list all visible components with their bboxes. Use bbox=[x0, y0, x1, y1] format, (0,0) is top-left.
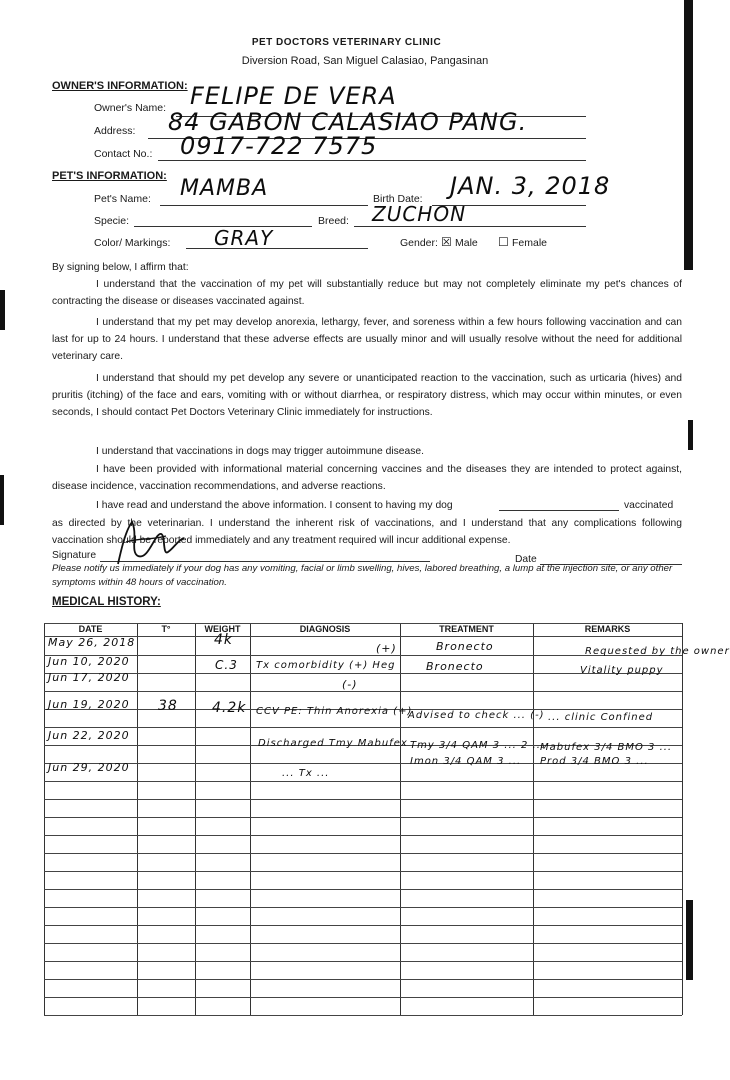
grid-line bbox=[44, 781, 682, 782]
row-diagnosis: ... Tx ... bbox=[282, 768, 330, 779]
specie-label: Specie: bbox=[94, 215, 130, 227]
grid-line bbox=[44, 979, 682, 980]
owner-contact-label: Contact No.: bbox=[94, 148, 153, 160]
grid-line bbox=[44, 925, 682, 926]
owner-name-label: Owner's Name: bbox=[94, 102, 167, 114]
header-temp: T° bbox=[161, 624, 171, 634]
row-temp: 38 bbox=[158, 698, 178, 714]
row-diagnosis: (+) bbox=[376, 642, 397, 655]
row-remarks: Requested by the owner bbox=[585, 646, 730, 657]
owner-contact-line bbox=[158, 160, 586, 161]
row-remarks: Mabufex 3/4 BMO 3 ... bbox=[540, 742, 673, 753]
header-diagnosis: DIAGNOSIS bbox=[299, 624, 351, 634]
row-diagnosis: Discharged Tmy Mabufex bbox=[258, 738, 408, 749]
consent-p1: I understand that the vaccination of my pet will substantially reduce but may not completely eliminate my pet's chances of contracting the disease or diseases vaccinated against. bbox=[52, 279, 682, 307]
row-weight: C.3 bbox=[215, 658, 238, 672]
scan-edge-left bbox=[0, 475, 4, 525]
scan-edge-left bbox=[0, 290, 5, 330]
grid-line bbox=[44, 943, 682, 944]
row-treatment: Tmy 3/4 QAM 3 ... 2 ... bbox=[410, 740, 546, 751]
breed-line bbox=[354, 226, 586, 227]
owner-address-value: 84 GABON CALASIAO PANG. bbox=[168, 108, 528, 136]
row-date: Jun 10, 2020 bbox=[48, 655, 130, 668]
pet-section-title: PET'S INFORMATION: bbox=[52, 170, 167, 182]
color-value: GRAY bbox=[214, 226, 274, 250]
col-divider bbox=[137, 623, 138, 1015]
gender-female-checkbox[interactable]: ☐ bbox=[498, 235, 509, 249]
col-divider bbox=[44, 623, 45, 1015]
birth-date-value: JAN. 3, 2018 bbox=[450, 172, 611, 200]
row-date: Jun 29, 2020 bbox=[48, 761, 130, 774]
row-treatment: Imon 3/4 QAM 3 ... bbox=[410, 756, 522, 767]
grid-line bbox=[44, 871, 682, 872]
scan-edge-right bbox=[688, 420, 693, 450]
col-divider bbox=[682, 623, 683, 1015]
header-date: DATE bbox=[78, 624, 103, 634]
row-diagnosis: CCV PE: Thin Anorexia (+) bbox=[256, 706, 413, 717]
row-date: May 26, 2018 bbox=[48, 636, 136, 649]
grid-line bbox=[44, 623, 682, 624]
notice-text: Please notify us immediately if your dog has any vomiting, facial or limb swelling, hives, labored breathing, a lump at the injection site, or any other symptoms within 48 hours of vaccination. bbox=[52, 563, 673, 588]
row-date: Jun 17, 2020 bbox=[48, 671, 130, 684]
grid-line bbox=[44, 691, 682, 692]
header-treatment: TREATMENT bbox=[439, 624, 494, 634]
consent-intro: By signing below, I affirm that: bbox=[52, 262, 189, 273]
grid-line bbox=[44, 853, 682, 854]
pet-name-line bbox=[160, 205, 368, 206]
consent-p2: I understand that my pet may develop anorexia, lethargy, fever, and soreness within a few hours following vaccination and can last for up to 24 hours. I understand that these adverse effects are usually minor and will usually resolve without the need for additional veterinary care. bbox=[52, 317, 682, 362]
col-divider bbox=[400, 623, 401, 1015]
grid-line bbox=[44, 799, 682, 800]
grid-line bbox=[44, 907, 682, 908]
grid-line bbox=[44, 1015, 682, 1016]
owner-contact-value: 0917-722 7575 bbox=[180, 132, 378, 160]
row-diagnosis: Tx comorbidity (+) Heg bbox=[256, 660, 396, 671]
birth-date-label: Birth Date: bbox=[373, 193, 423, 205]
consent-p5: I have been provided with informational material concerning vaccines and the diseases they are intended to protect against, disease incidence, vaccination recommendations, and adverse reactions. bbox=[52, 464, 682, 492]
row-treatment: Bronecto bbox=[426, 660, 484, 673]
gender-label: Gender: bbox=[400, 237, 438, 249]
owner-section-title: OWNER'S INFORMATION: bbox=[52, 80, 188, 92]
grid-line bbox=[44, 835, 682, 836]
grid-line bbox=[44, 727, 682, 728]
clinic-name: PET DOCTORS VETERINARY CLINIC bbox=[251, 37, 442, 48]
clinic-address: Diversion Road, San Miguel Calasiao, Pangasinan bbox=[241, 55, 489, 67]
gender-female-label: Female bbox=[512, 237, 548, 249]
medical-history-title: MEDICAL HISTORY: bbox=[52, 596, 161, 608]
breed-label: Breed: bbox=[318, 215, 349, 227]
owner-name-value: FELIPE DE VERA bbox=[190, 82, 397, 110]
consent-p6-vaccinated: vaccinated bbox=[624, 500, 674, 511]
grid-line bbox=[44, 636, 682, 637]
row-treatment: Advised to check ... (-) bbox=[408, 710, 545, 721]
col-divider bbox=[533, 623, 534, 1015]
gender-male-label: Male bbox=[455, 237, 478, 249]
row-date: Jun 22, 2020 bbox=[48, 729, 130, 742]
scan-edge-right bbox=[684, 0, 693, 270]
consent-p6-body: as directed by the veterinarian. I understand the inherent risk of vaccinations, and I understand that any complications following vaccination should be reported immediately and any treatment required will incur additional expense. bbox=[52, 518, 682, 546]
row-remarks: ... clinic Confined bbox=[548, 712, 654, 723]
grid-line bbox=[44, 961, 682, 962]
header-remarks: REMARKS bbox=[584, 624, 631, 634]
scan-edge-right bbox=[686, 900, 693, 980]
row-weight: 4k bbox=[214, 632, 234, 648]
row-diagnosis: (-) bbox=[342, 678, 358, 691]
pet-name-label: Pet's Name: bbox=[94, 193, 151, 205]
signature-label: Signature bbox=[52, 550, 97, 561]
row-treatment: Bronecto bbox=[436, 640, 494, 653]
header-weight: WEIGHT bbox=[204, 624, 241, 634]
grid-line bbox=[44, 889, 682, 890]
row-date: Jun 19, 2020 bbox=[48, 698, 130, 711]
row-remarks: Vitality puppy bbox=[580, 665, 664, 676]
grid-line bbox=[44, 817, 682, 818]
row-remarks: Prod 3/4 BMO 3 ... bbox=[540, 756, 649, 767]
grid-line bbox=[44, 997, 682, 998]
color-label: Color/ Markings: bbox=[94, 237, 171, 249]
col-divider bbox=[250, 623, 251, 1015]
owner-address-label: Address: bbox=[94, 125, 136, 137]
consent-p3: I understand that should my pet develop any severe or unanticipated reaction to the vaccination, such as urticaria (hives) and pruritis (itching) of the face and ears, vomiting with or without diarrhea, or respiratory distress, which may occur within minutes, or even seconds, I should contact Pet Doctors Veterinary Clinic immediately for instructions. bbox=[52, 373, 682, 418]
row-weight: 4.2k bbox=[212, 700, 247, 716]
pet-name-value: MAMBA bbox=[180, 176, 269, 201]
dog-blank-line bbox=[499, 510, 619, 511]
col-divider bbox=[195, 623, 196, 1015]
gender-male-checkbox[interactable]: ☒ bbox=[441, 235, 452, 249]
consent-p6-lead: I have read and understand the above information. I consent to having my dog bbox=[96, 500, 453, 511]
breed-value: ZUCHON bbox=[372, 202, 467, 226]
date-label: Date bbox=[515, 554, 537, 565]
consent-p4: I understand that vaccinations in dogs may trigger autoimmune disease. bbox=[96, 446, 424, 457]
